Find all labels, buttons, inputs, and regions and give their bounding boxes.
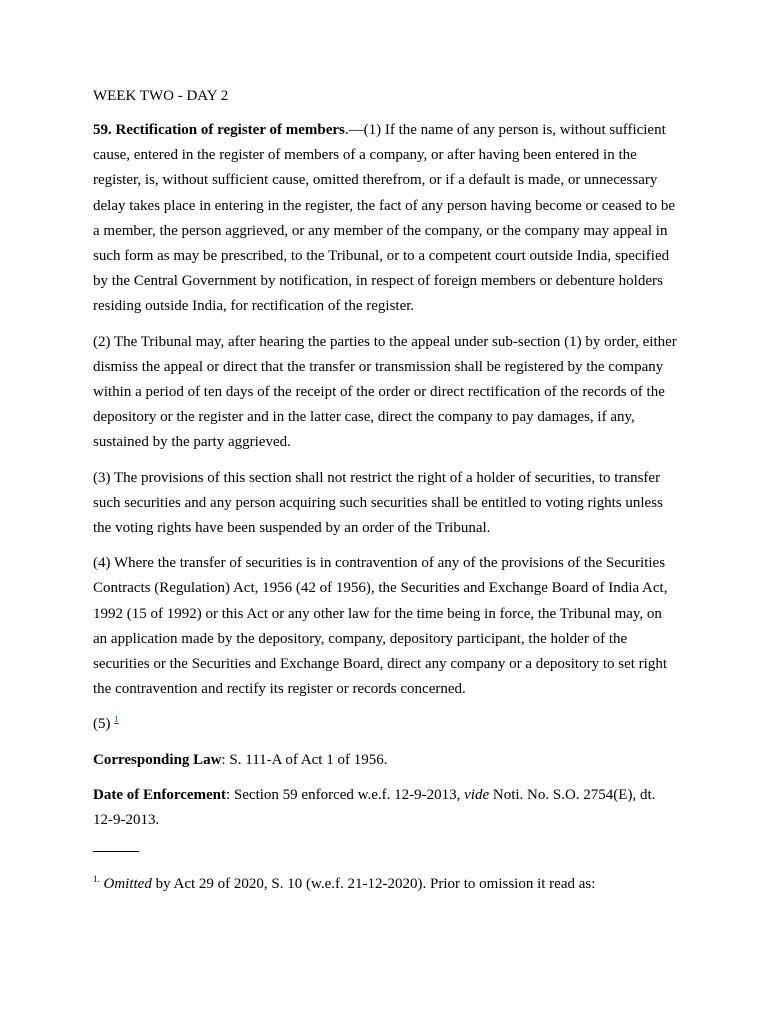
subsection-2-text: (2) The Tribunal may, after hearing the parties to the appeal under sub-section (1) by order, either dismiss the appeal or direct that the transfer or transmission shall be registered by the company within a period of ten days of the receipt of the order or direct rectification of the records of the depository or the register and in the latter case, direct the company to pay damages, if any, sustained by the party aggrieved. — [93, 333, 677, 451]
date-of-enforcement-text-2: Noti. No. S.O. 2754(E), dt. 12-9-2013. — [93, 786, 656, 829]
date-of-enforcement-text-1: : Section 59 enforced w.e.f. 12-9-2013, — [226, 786, 465, 803]
date-of-enforcement — [93, 783, 677, 833]
subsection-3-text: (3) The provisions of this section shall not restrict the right of a holder of securities, to transfer such securities and any person acquiring such securities shall be entitled to voting rights unless the voting rights have been suspended by an order of the Tribunal. — [93, 469, 663, 537]
section-paragraph-1 — [93, 118, 677, 320]
subsection-1-text: (1) If the name of any person is, without sufficient cause, entered in the register of members of a company, or after having been entered in the register, is, without sufficient cause, omitted therefrom, or if a default is made, or unnecessary delay takes place in entering in the register, the fact of any person having become or ceased to be a member, the person aggrieved, or any member of the company, or the company may appeal in such form as may be prescribed, to the Tribunal, or to a competent court outside India, specified by the Central Government by notification, in respect of foreign members or debenture holders residing outside India, for rectification of the register. — [93, 122, 676, 315]
subsection-4-text: (4) Where the transfer of securities is in contravention of any of the provisions of the Securities Contracts (Regulation) Act, 1956 (42 of 1956), the Securities and Exchange Board of India Act, 1992 (15 of 1992) or this Act or any other law for the time being in force, the Tribunal may, on an application made by the depository, company, depository participant, the holder of the securities or the Securities and Exchange Board, direct any company or a depository to set right the contravention and rectify its register or records concerned. — [93, 555, 668, 698]
corresponding-law-text: : S. 111-A of Act 1 of 1956. — [221, 751, 388, 768]
page-header: WEEK TWO - DAY 2 — [93, 88, 229, 104]
footnote-mark: 1. — [93, 874, 100, 885]
footnote — [93, 874, 677, 894]
vide-italic: vide — [464, 786, 490, 803]
footnote-text: by Act 29 of 2020, S. 10 (w.e.f. 21-12-2020). Prior to omission it read as: — [151, 876, 596, 893]
document-body — [93, 118, 677, 909]
heading-dash: .— — [344, 122, 364, 138]
footnote-omitted: Omitted — [103, 876, 152, 893]
subsection-5-label: (5) — [93, 716, 111, 733]
section-heading: 59. Rectification of register of members — [93, 122, 345, 138]
date-of-enforcement-label: Date of Enforcement — [93, 786, 227, 803]
footnote-divider — [93, 851, 139, 852]
corresponding-law — [93, 748, 677, 773]
footnote-link[interactable]: 1 — [114, 714, 119, 725]
corresponding-law-label: Corresponding Law — [93, 751, 222, 768]
subsection-5 — [93, 712, 677, 737]
